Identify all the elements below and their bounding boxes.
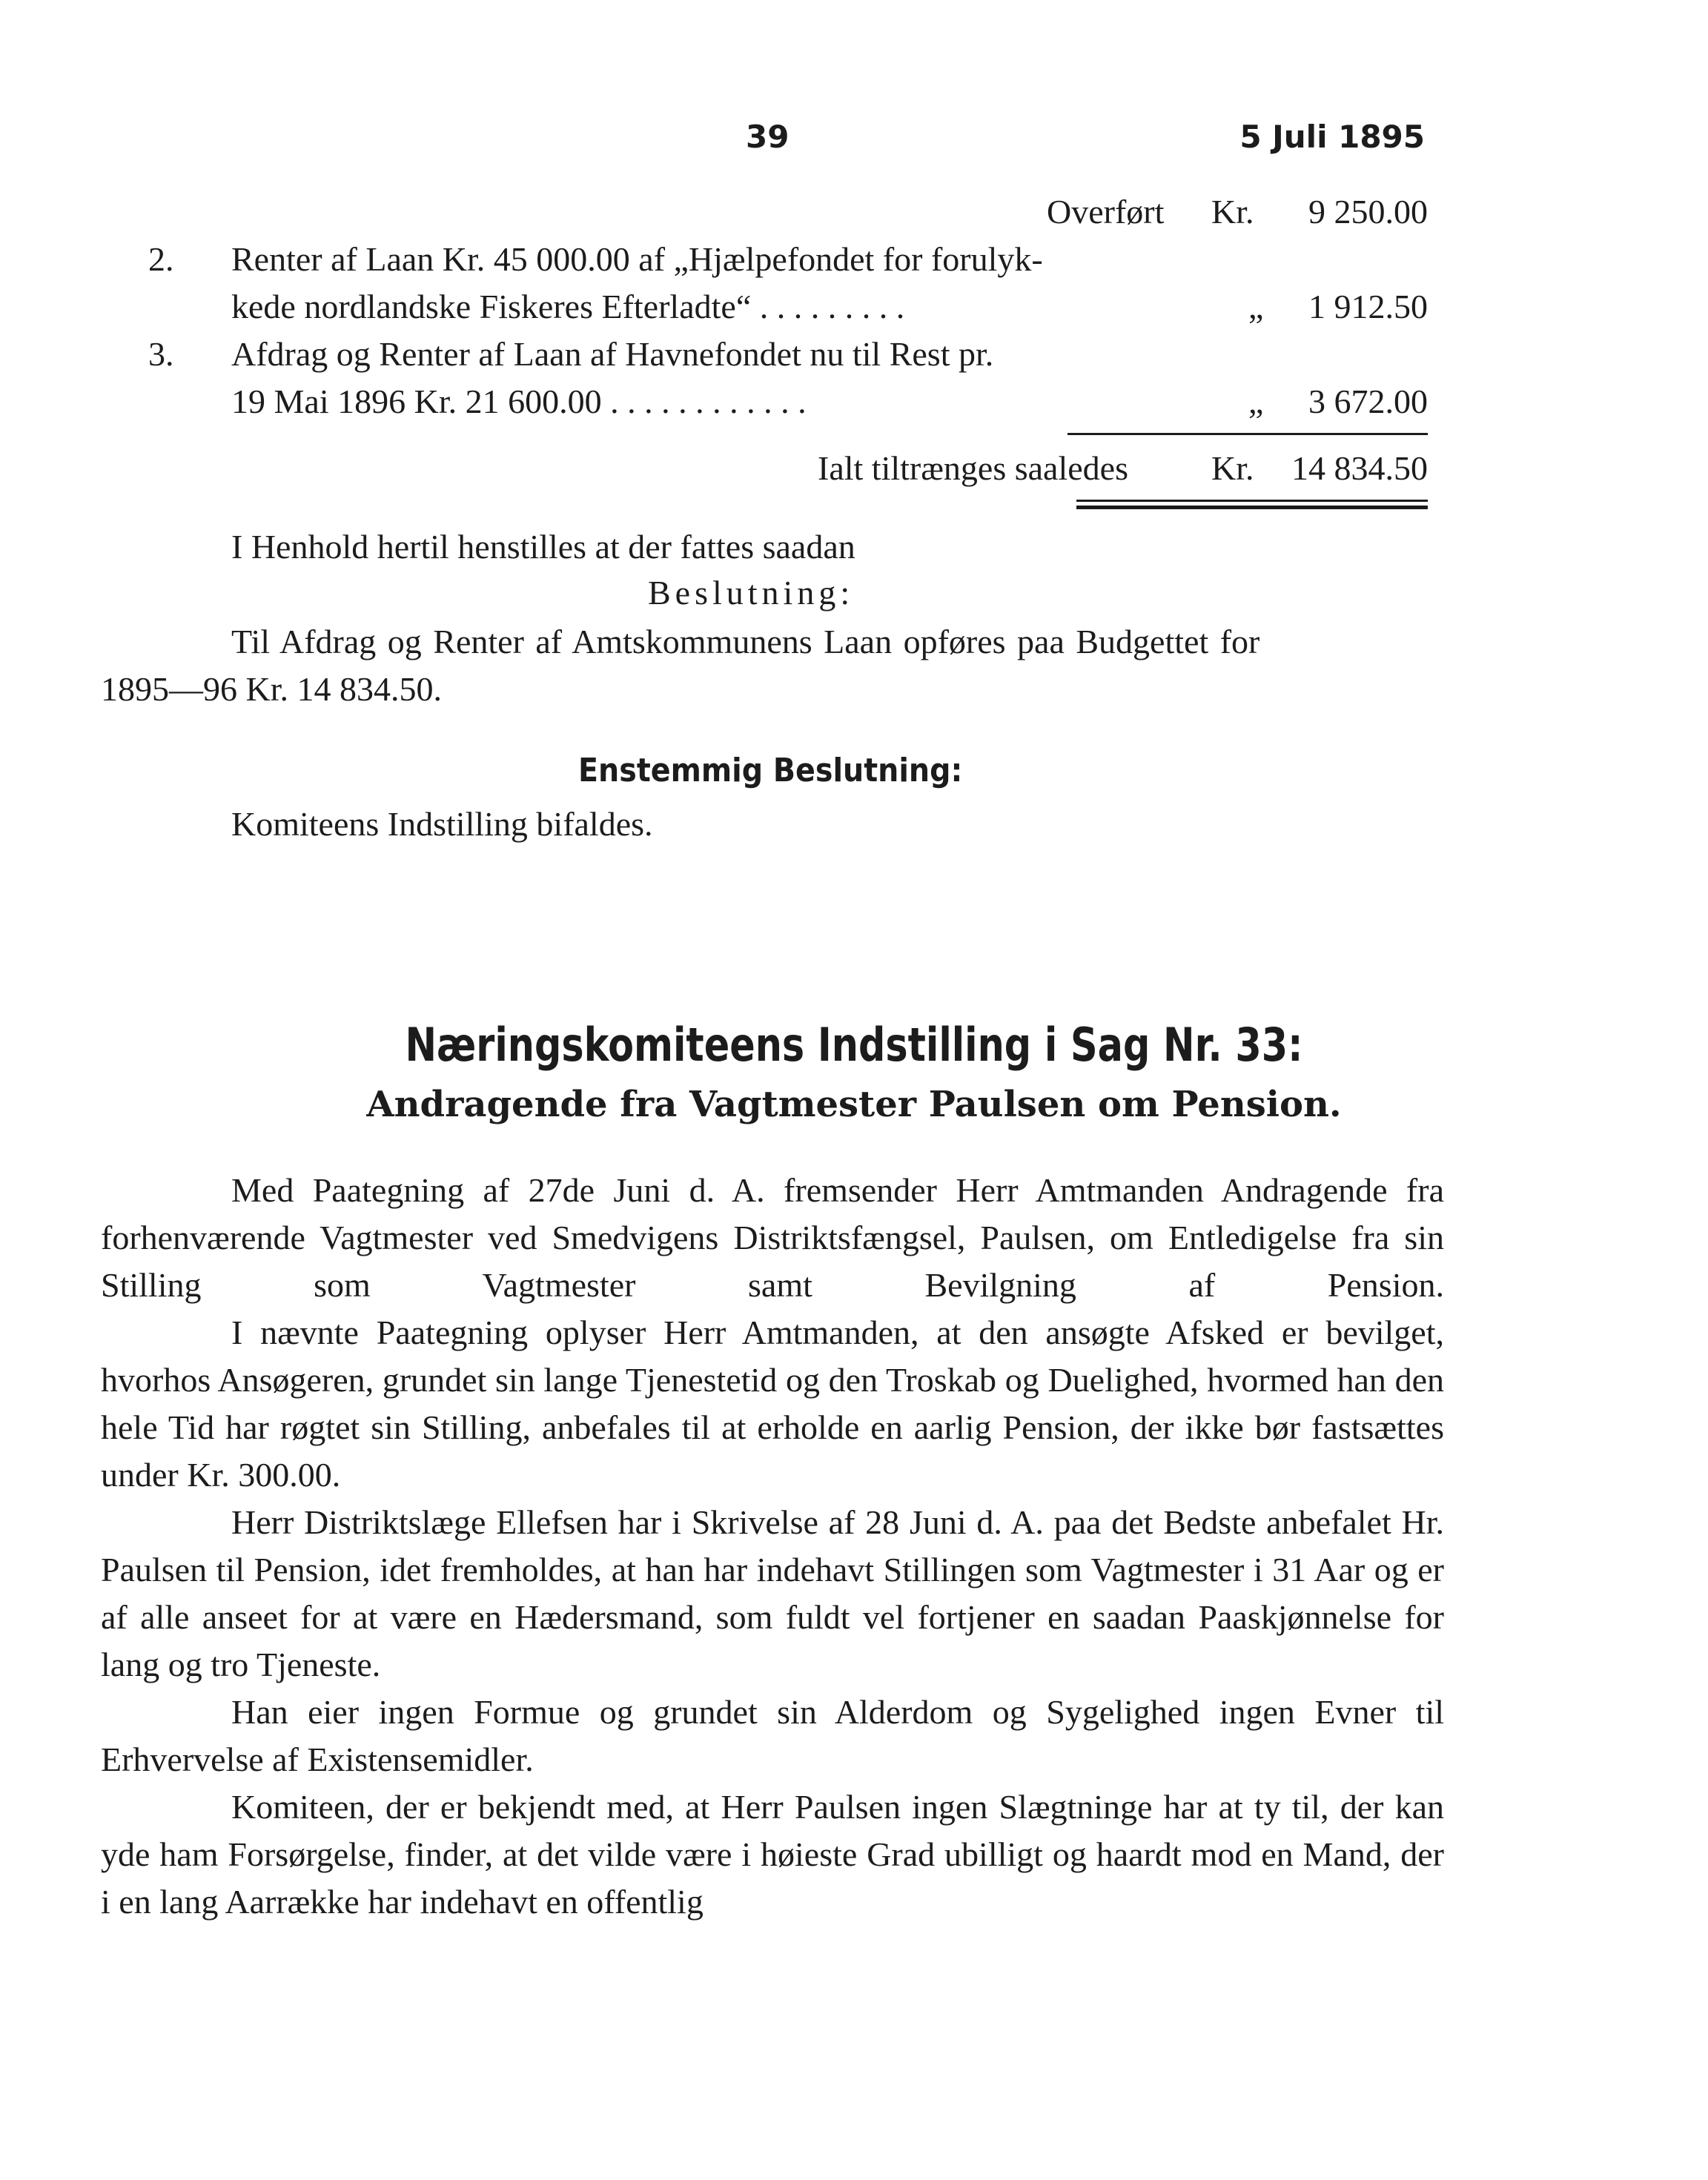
page-date: 5 Juli 1895: [1239, 119, 1425, 155]
ditto-mark: „: [1248, 288, 1264, 325]
section-title: Næringskomiteens Indstilling i Sag Nr. 33:: [405, 1018, 1303, 1072]
total-currency: Kr.: [1211, 449, 1254, 487]
ledger-item-text: Renter af Laan Kr. 45 000.00 af „Hjælpefondet for forulyk-: [231, 240, 1043, 278]
ledger-item-text: 19 Mai 1896 Kr. 21 600.00 . . . . . . . . . . . .: [231, 382, 807, 420]
paragraph-text: Herr Distriktslæge Ellefsen har i Skrivelse af 28 Juni d. A. paa det Bedste anbefalet Hr. Paulsen til Pension, idet fremholdes, at han har indehavt Stillingen som Vagtmester i 31 Aar og er af alle anseet for at være en Hædersmand, som fuldt vel fortjener en saadan Paaskjønnelse for lang og tro Tjeneste.: [101, 1503, 1444, 1683]
body-paragraph: [101, 1783, 1444, 1926]
resolution-intro: I Henhold hertil henstilles at der fattes saadan: [231, 528, 855, 566]
paragraph-text: Han eier ingen Formue og grundet sin Alderdom og Sygelighed ingen Evner til Erhvervelse af Existensemidler.: [101, 1693, 1444, 1778]
page-number: 39: [746, 119, 790, 155]
ledger: [148, 188, 1428, 537]
carried-value: 9 250.00: [1308, 193, 1428, 231]
total-label: Ialt tiltrænges saaledes: [818, 449, 1128, 487]
total-underline: [1076, 500, 1428, 502]
carried-label: Overført: [1047, 193, 1165, 231]
paragraph-text: I nævnte Paategning oplyser Herr Amtmanden, at den ansøgte Afsked er bevilget, hvorhos Ansøgeren, grundet sin lange Tjenestetid og den Troskab og Duelighed, hvormed han den hele Tid har røgtet sin Stilling, anbefales til at erholde en aarlig Pension, der ikke bør fastsættes under Kr. 300.00.: [101, 1313, 1444, 1494]
ledger-item-text: Afdrag og Renter af Laan af Havnefondet nu til Rest pr.: [231, 335, 994, 373]
total-value: 14 834.50: [1291, 449, 1428, 487]
body-paragraph: [101, 1689, 1444, 1783]
ledger-item-text: kede nordlandske Fiskeres Efterladte“ . . . . . . . . .: [231, 288, 905, 325]
carried-currency: Kr.: [1211, 193, 1254, 231]
resolution-text: 1895—96 Kr. 14 834.50.: [101, 670, 442, 708]
body-paragraph: [101, 1309, 1444, 1499]
section-subtitle: Andragende fra Vagtmester Paulsen om Pension.: [366, 1084, 1342, 1125]
paragraph-text: Med Paategning af 27de Juni d. A. fremsender Herr Amtmanden Andragende fra forhenværende Vagtmester ved Smedvigens Distriktsfængsel, Paulsen, om Entledigelse fra sin Stilling som Vagtmester samt Bevilgning af Pension.: [101, 1171, 1444, 1304]
ledger-item-number: 3.: [148, 335, 174, 373]
unanimous-heading: Enstemmig Beslutning:: [578, 752, 963, 789]
body-paragraph: [101, 1167, 1444, 1309]
resolution-heading: Beslutning:: [648, 574, 855, 612]
ditto-mark: „: [1248, 382, 1264, 420]
resolution-text: Til Afdrag og Renter af Amtskommunens Laan opføres paa Budgettet for: [231, 623, 1260, 660]
total-underline: [1076, 506, 1428, 509]
unanimous-text: Komiteens Indstilling bifaldes.: [231, 805, 653, 843]
sum-rule: [1068, 433, 1428, 435]
ledger-item-number: 2.: [148, 240, 174, 278]
body-paragraph: [101, 1499, 1444, 1689]
ledger-item-value: 1 912.50: [1308, 288, 1428, 325]
ledger-item-value: 3 672.00: [1308, 382, 1428, 420]
paragraph-text: Komiteen, der er bekjendt med, at Herr Paulsen ingen Slægtninge har at ty til, der kan yde ham Forsørgelse, finder, at det vilde være i høieste Grad ubilligt og haardt mod en Mand, der i en lang Aarrække har indehavt en offentlig: [101, 1788, 1444, 1921]
